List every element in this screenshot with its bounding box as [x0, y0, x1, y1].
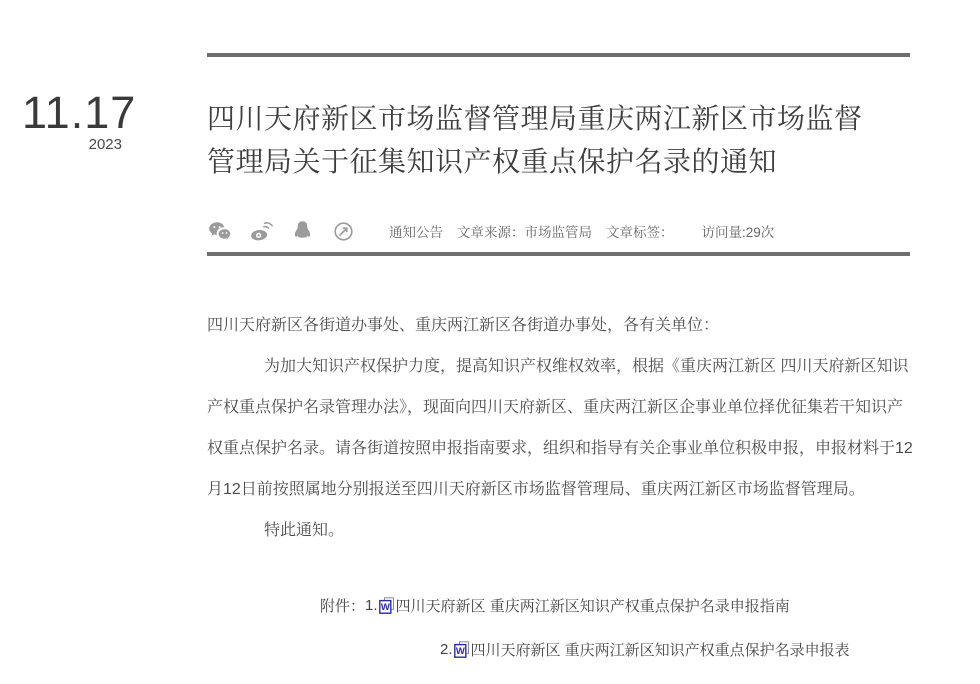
page-title-line1: 四川天府新区市场监督管理局重庆两江新区市场监督 [207, 103, 863, 134]
main-paragraph: 为加大知识产权保护力度，提高知识产权维权效率，根据《重庆两江新区 四川天府新区知识产权重点保护名录管理办法》，现面向四川天府新区、重庆两江新区企事业单位择优征集若干知识产权重点保护名录。请各街道按照申报指南要求，组织和指导有关企事业单位积极申报，申报材料于12月12日前按照属地分别报送至四川天府新区市场监督管理局、重庆两江新区市场监督管理局。 [207, 358, 913, 498]
svg-text:W: W [455, 646, 465, 657]
meta-divider [207, 252, 910, 256]
publish-date-year: 2023 [88, 136, 122, 153]
attachment-2-index: 2. [440, 641, 453, 658]
publish-date [22, 87, 137, 153]
meta-source-label: 文章来源： [457, 225, 525, 240]
attachment-link-guide[interactable]: 四川天府新区 重庆两江新区知识产权重点保护名录申报指南 [395, 598, 790, 615]
page-title-line2: 管理局关于征集知识产权重点保护名录的通知 [207, 146, 778, 177]
wechat-icon[interactable] [207, 218, 233, 244]
meta-category: 通知公告 [389, 225, 443, 240]
publish-date-monthday: 11.17 [22, 87, 137, 138]
attachment-link-form[interactable]: 四川天府新区 重庆两江新区知识产权重点保护名录申报表 [470, 642, 850, 659]
meta-visit-count: 访问量:29次 [701, 225, 775, 240]
svg-text:W: W [380, 602, 390, 613]
word-doc-icon [454, 641, 470, 658]
attachment-row-2 [440, 639, 850, 660]
meta-source [457, 221, 592, 241]
qq-icon[interactable] [289, 218, 315, 244]
attachment-1-index: 1. [365, 597, 378, 614]
top-divider [207, 53, 910, 57]
word-doc-icon [379, 597, 395, 614]
meta-source-value: 市场监管局 [524, 225, 592, 240]
page-title [207, 97, 919, 183]
share-icon[interactable] [330, 218, 356, 244]
salutation-paragraph: 四川天府新区各街道办事处、重庆两江新区各街道办事处，各有关单位： [207, 317, 720, 334]
meta-tag-label: 文章标签： [606, 225, 674, 240]
attachments-label: 附件： [320, 598, 366, 615]
article-body [207, 305, 915, 551]
weibo-icon[interactable] [248, 218, 274, 244]
article-meta [389, 221, 774, 241]
share-meta-bar [207, 215, 919, 247]
attachment-row-1 [320, 595, 790, 616]
closing-paragraph: 特此通知。 [264, 522, 345, 539]
